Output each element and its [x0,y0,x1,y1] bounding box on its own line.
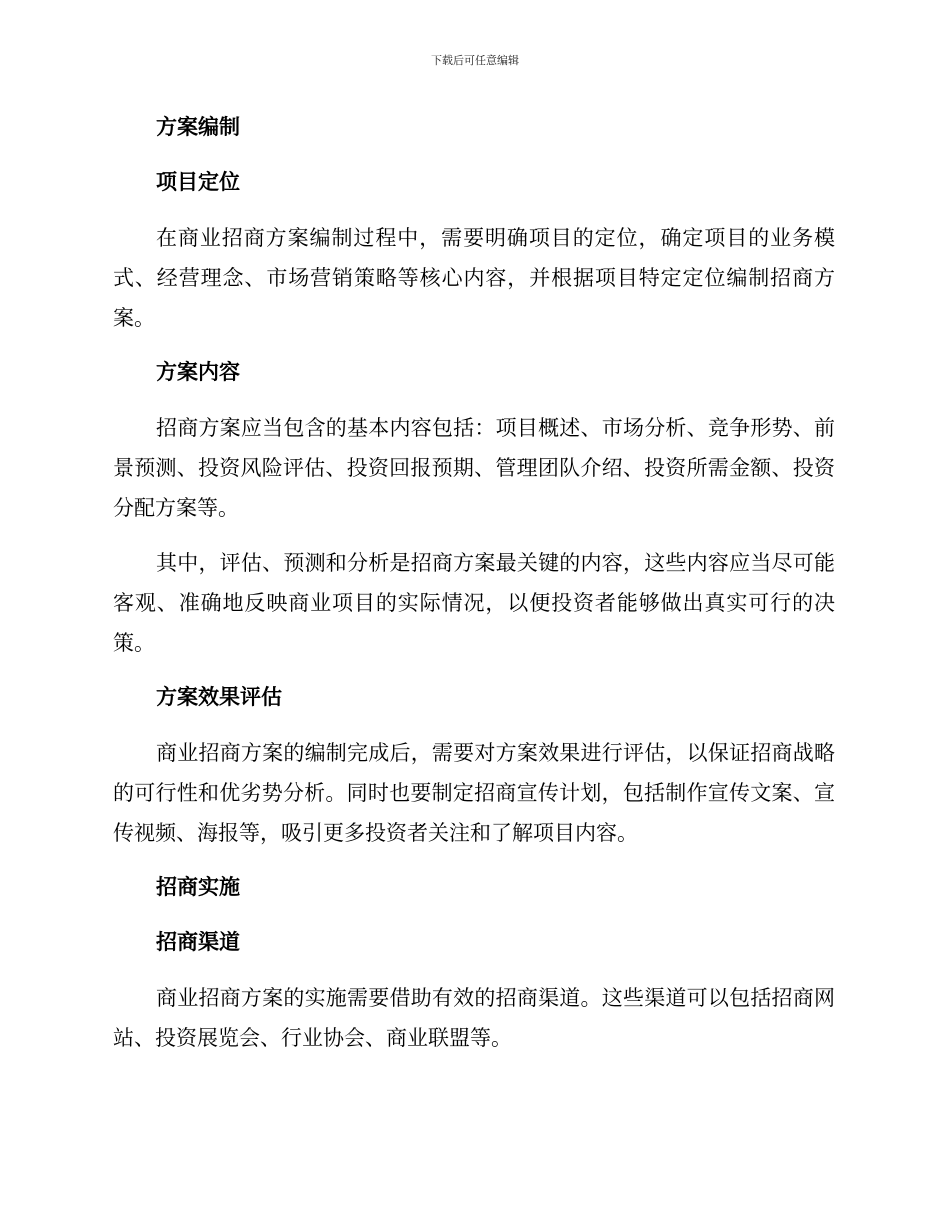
section-heading-plan-compilation: 方案编制 [156,114,240,139]
page-header: 下载后可任意编辑 [431,54,519,67]
section-heading-effect-evaluation: 方案效果评估 [156,684,282,709]
section-heading-implementation: 招商实施 [156,874,240,899]
section-heading-plan-content: 方案内容 [156,359,240,384]
section-heading-channels: 招商渠道 [156,929,240,954]
paragraph-plan-content-basic: 招商方案应当包含的基本内容包括：项目概述、市场分析、竞争形势、前景预测、投资风险评估、投资回报预期、管理团队介绍、投资所需金额、投资分配方案等。 [113,416,835,520]
section-heading-project-positioning: 项目定位 [156,169,240,194]
paragraph-plan-content-key: 其中，评估、预测和分析是招商方案最关键的内容，这些内容应当尽可能客观、准确地反映商业项目的实际情况，以便投资者能够做出真实可行的决策。 [113,551,835,655]
paragraph-channels: 商业招商方案的实施需要借助有效的招商渠道。这些渠道可以包括招商网站、投资展览会、行业协会、商业联盟等。 [113,986,835,1050]
paragraph-effect-evaluation: 商业招商方案的编制完成后，需要对方案效果进行评估，以保证招商战略的可行性和优劣势分析。同时也要制定招商宣传计划，包括制作宣传文案、宣传视频、海报等，吸引更多投资者关注和了解项目内容。 [113,741,835,845]
document-body [113,108,835,1073]
paragraph-project-positioning: 在商业招商方案编制过程中，需要明确项目的定位，确定项目的业务模式、经营理念、市场营销策略等核心内容，并根据项目特定定位编制招商方案。 [113,226,835,330]
